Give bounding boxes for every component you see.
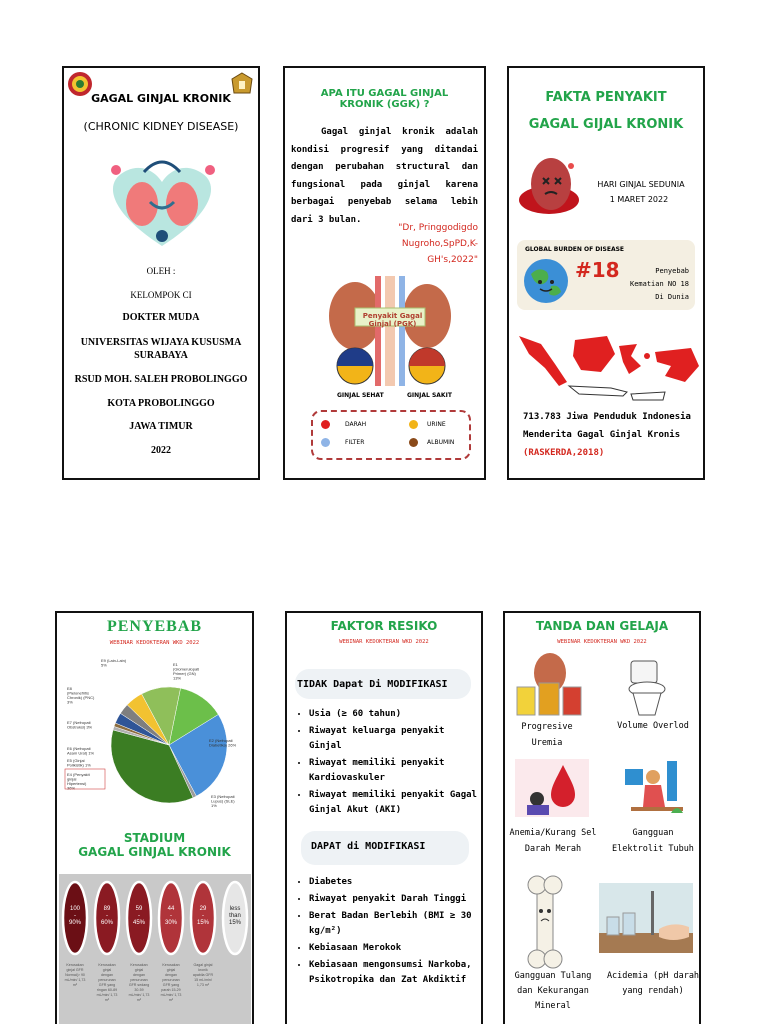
stage-item: [159, 882, 183, 1002]
stage-description: Gagal ginjal kronik apabila GFR 15 mL/min/ 1,73 m²: [192, 963, 214, 987]
pie-label: E8 (Pielonefritis Chronik) (PNC) 3%: [67, 686, 95, 705]
gejala-label-uremia: Progresive Uremia: [521, 722, 573, 748]
kidney-heart-illustration: [102, 154, 222, 254]
stage-item: [95, 882, 119, 1002]
facts-panel: [507, 66, 705, 480]
rank-number: #18: [575, 258, 620, 282]
cover-universitas: UNIVERSITAS WIJAYA KUSUSMA SURABAYA: [80, 337, 242, 361]
pie-label: E4 (Penyakit ginjal Hipertensi) 36%: [67, 772, 90, 791]
list-item: • Riwayat memiliki penyakit Kardiovaskuler: [309, 756, 477, 786]
cover-provinsi: JAWA TIMUR: [129, 421, 193, 432]
list-item: • Diabetes: [309, 875, 477, 890]
cover-oleh: OLEH :: [146, 266, 176, 276]
penyebab-pie-chart: [61, 653, 249, 823]
label-ginjal-sehat: GINJAL SEHAT: [337, 392, 384, 399]
hari-tanggal: 1 MARET 2022: [609, 195, 669, 204]
cover-title: GAGAL GINJAL KRONIK: [91, 92, 231, 105]
penyebab-panel: [55, 611, 254, 1024]
list-item: • Kebiasaan mengonsumsi Narkoba, Psikotropika dan Zat Akdiktif: [309, 958, 477, 988]
gbd-card: [517, 240, 695, 310]
hari-ginjal: HARI GINJAL SEDUNIA: [597, 180, 685, 189]
cover-tahun: 2022: [151, 445, 171, 456]
cover-kelompok: KELOMPOK CI: [130, 290, 192, 300]
penyebab-line2: Kematian NO 18: [629, 280, 689, 288]
legend-albumin-dot: [409, 438, 418, 447]
stadium-title-line2: GAGAL GINJAL KRONIK: [78, 845, 231, 859]
section1-title: TIDAK Dapat Di MODIFIKASI: [297, 679, 448, 690]
legend-darah: DARAH: [345, 421, 367, 428]
anemia-icon: [515, 759, 589, 817]
penyebab-line3: Di Dunia: [655, 293, 689, 301]
stage-item: [127, 882, 151, 1002]
stage-gfr-label: 44 -30%: [164, 906, 178, 926]
indonesia-map: [515, 326, 701, 410]
legend-filter-dot: [321, 438, 330, 447]
facts-title-line1: FAKTA PENYAKIT: [545, 90, 667, 105]
legend-urine-dot: [409, 420, 418, 429]
gejala-label-tulang: Gangguan Tulang dan Kekurangan Mineral: [514, 971, 592, 1011]
list-item: • Usia (≥ 60 tahun): [309, 707, 477, 722]
stage-gfr-label: 29 -15%: [196, 906, 210, 926]
elektrolit-icon: [623, 759, 689, 823]
penyebab-line1: Penyebab: [655, 267, 689, 275]
cover-rsud: RSUD MOH. SALEH PROBOLINGGO: [74, 374, 248, 385]
stage-description: Kerusakan ginjal dengan penurunan GFR yang ringan 60-89 mL/min/ 1,73 m²: [96, 963, 118, 1002]
stadium-title-line1: STADIUM: [123, 831, 186, 845]
kidney-banner: Penyakit Gagal Ginjal (PGK): [362, 312, 423, 328]
kidney-comparison-illustration: [315, 276, 465, 396]
faktor-title: FAKTOR RESIKO: [330, 619, 438, 633]
faktor-webinar: WEBINAR KEDOKTERAN WKD 2022: [339, 639, 429, 645]
list-dapat-dimodifikasi: [295, 875, 477, 990]
gejala-label-acidemia: Acidemia (pH darah yang rendah): [606, 971, 700, 996]
stage-item: [223, 882, 247, 954]
list-tidak-dimodifikasi: [295, 707, 477, 820]
pie-label: E6 (Nefropati Asam Urat) 1%: [67, 746, 95, 756]
pie-label: E2 (Nefropati Diabetika) 26%: [209, 738, 237, 748]
stage-description: Kerusakan ginjal dengan penurunan GFR yang parah 15-29 mL/min/ 1,73 m²: [160, 963, 182, 1002]
gejala-label-volume: Volume Overlod: [617, 721, 689, 731]
stage-item: [191, 882, 215, 987]
pie-label: E9 (Lain-Lain) 5%: [101, 658, 127, 668]
toilet-icon: [623, 659, 673, 717]
cover-panel: [62, 66, 260, 480]
cover-dokter: DOKTER MUDA: [122, 312, 200, 323]
pie-label: E7 (Nefropati Obstruksi) 3%: [67, 720, 93, 730]
stadium-kidneys: [59, 874, 251, 1024]
pie-label: E3 (Nefropati Lupus) (SLE) 1%: [211, 794, 235, 808]
earth-icon: [521, 256, 571, 306]
legend-darah-dot: [321, 420, 330, 429]
facts-stat-text: 713.783 Jiwa Penduduk Indonesia Menderita Gagal Ginjal Kronis: [523, 412, 691, 440]
stage-item: [63, 882, 87, 987]
legend-urine: URINE: [427, 421, 446, 428]
facts-title-line2: GAGAL GIJAL KRONIK: [528, 117, 684, 132]
definition-panel: [283, 66, 486, 480]
acidemia-icon: [599, 883, 693, 953]
section2-title: DAPAT di MODIFIKASI: [311, 841, 426, 852]
stadium-chart: [59, 874, 251, 1024]
stage-gfr-label: 59 -45%: [132, 906, 146, 926]
facts-stat: [523, 408, 695, 462]
faktor-resiko-panel: [285, 611, 483, 1024]
list-item: • Riwayat keluarga penyakit Ginjal: [309, 724, 477, 754]
penyebab-title: PENYEBAB: [106, 618, 203, 635]
sick-kidney-icon: [515, 148, 581, 220]
gejala-label-anemia: Anemia/Kurang Sel Darah Merah: [509, 828, 597, 854]
list-item: • Riwayat penyakit Darah Tinggi: [309, 892, 477, 907]
stage-gfr-label: less than 15%: [228, 906, 242, 926]
definition-paragraph: Gagal ginjal kronik adalah kondisi progresif yang ditandai dengan perubahan structural dan fungsional pada ginjal karena berbagai penyebab selama lebih dari 3 bulan.: [291, 127, 478, 225]
stage-gfr-label: 100 -90%: [68, 906, 82, 926]
pie-label: E5 (Ginjal Polikistik) 1%: [67, 758, 91, 768]
stage-description: Kerusakan ginjal dengan penurunan GFR sedang 30-59 mL/min/ 1,73 m²: [128, 963, 150, 1002]
legend-filter: FILTER: [345, 439, 365, 446]
gejala-label-elektrolit: Gangguan Elektrolit Tubuh: [612, 828, 694, 854]
stage-description: Kerusakan ginjal GFR Normal(> 90 mL/min/ 1,73 m²: [64, 963, 86, 987]
list-item: • Riwayat memiliki penyakit Gagal Ginjal Akut (AKI): [309, 788, 477, 818]
cover-subtitle: (CHRONIC KIDNEY DISEASE): [83, 120, 239, 133]
definition-title: APA ITU GAGAL GINJAL KRONIK (GGK) ?: [320, 88, 449, 110]
facts-stat-source: (RASKERDA,2018): [523, 448, 605, 458]
definition-quote: "Dr, Pringgodigdo Nugroho,SpPD,K-GH's,2022": [398, 223, 478, 265]
list-item: • Kebiasaan Merokok: [309, 941, 477, 956]
tanda-webinar: WEBINAR KEDOKTERAN WKD 2022: [557, 639, 647, 645]
list-item: • Berat Badan Berlebih (BMI ≥ 30 kg/m²): [309, 909, 477, 939]
penyebab-webinar: WEBINAR KEDOKTERAN WKD 2022: [109, 640, 200, 646]
tanda-gejala-panel: [503, 611, 701, 1024]
cover-kota: KOTA PROBOLINGGO: [107, 398, 215, 409]
label-ginjal-sakit: GINJAL SAKIT: [407, 392, 452, 399]
pie-label: E1 (Glomerulopati Primer) (GN) 13%: [173, 662, 200, 681]
uremia-icon: [515, 653, 585, 717]
gbd-label: GLOBAL BURDEN OF DISEASE: [525, 246, 625, 253]
stage-gfr-label: 89 -60%: [100, 906, 114, 926]
tanda-title: TANDA DAN GELAJA: [535, 619, 669, 633]
legend-albumin: ALBUMIN: [427, 439, 455, 446]
bone-icon: [519, 873, 575, 969]
legend-box: [311, 410, 471, 460]
